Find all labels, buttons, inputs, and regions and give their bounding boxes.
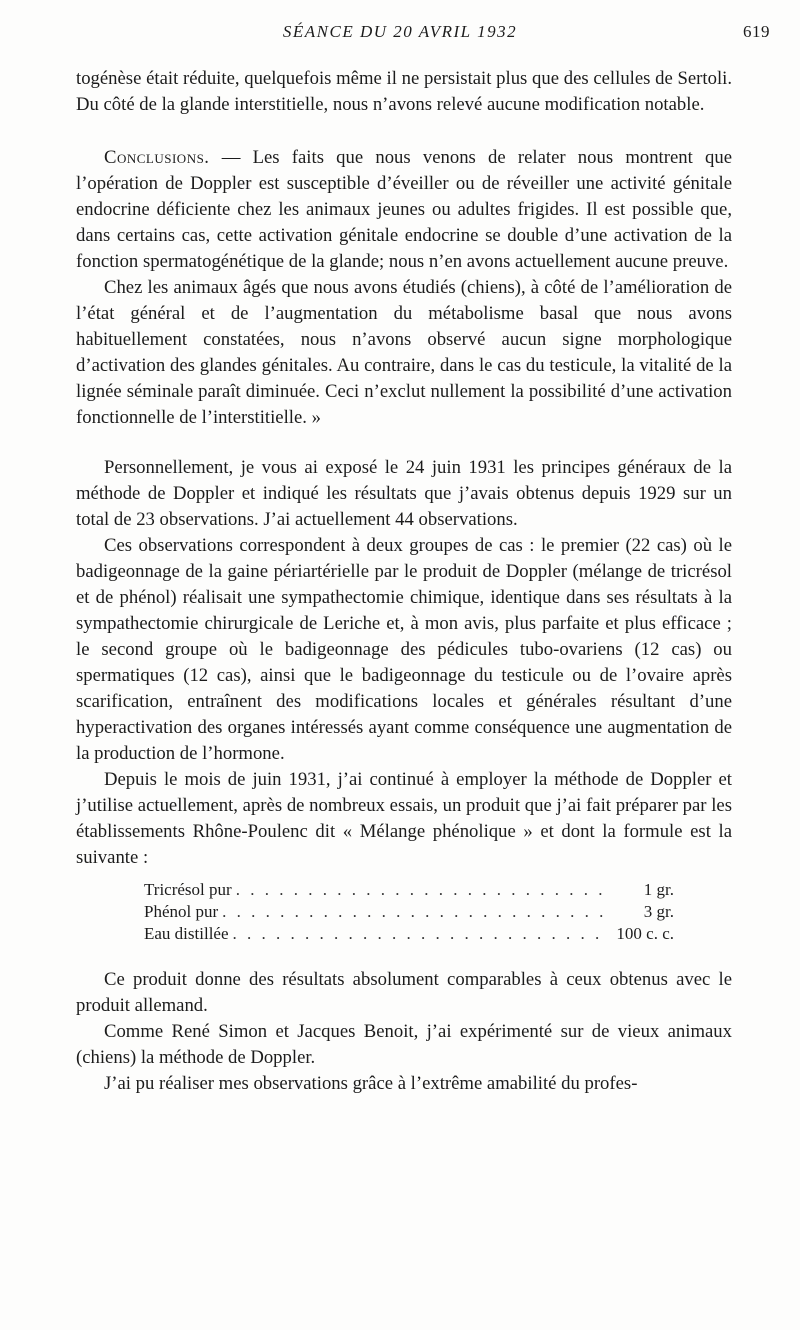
formula-quantity: 1 gr.: [643, 880, 674, 899]
dot-leader: [236, 879, 604, 901]
formula-quantity: 100 c. c.: [616, 924, 674, 943]
page-number: 619: [743, 22, 770, 41]
paragraph-experiment: Comme René Simon et Jacques Benoit, j’ai expérimenté sur de vieux animaux (chiens) la méthode de Doppler.: [76, 1021, 732, 1068]
conclusions-label: Conclusions.: [104, 147, 210, 168]
paragraph-conclusions: [76, 145, 732, 275]
paragraph-acknowledgement: J’ai pu réaliser mes observations grâce à l’extrême amabilité du profes-: [104, 1073, 638, 1094]
formula-quantity: 3 gr.: [643, 902, 674, 921]
paragraph-continuation: togénèse était réduite, quelquefois même il ne persistait plus que des cellules de Sertoli. Du côté de la glande interstitielle, nous n’avons relevé aucune modification notable.: [76, 68, 732, 115]
formula-table: [144, 879, 674, 945]
formula-row: [144, 901, 674, 923]
section-gap: [76, 953, 732, 967]
formula-row: [144, 879, 674, 901]
formula-ingredient: Phénol pur: [144, 902, 219, 921]
running-title: SÉANCE DU 20 AVRIL 1932: [282, 22, 518, 41]
paragraph-product: Ce produit donne des résultats absolument comparables à ceux obtenus avec le produit allemand.: [76, 969, 732, 1016]
dot-leader: [222, 901, 604, 923]
section-gap: [76, 118, 732, 145]
section-gap: [76, 431, 732, 455]
paragraph-method: Depuis le mois de juin 1931, j’ai continué à employer la méthode de Doppler et j’utilise actuellement, après de nombreux essais, un produit que j’ai fait préparer par les établissements Rhône-Poulenc dit « Mélange phénolique » et dont la formule est la suivante :: [76, 769, 732, 868]
conclusions-text: — Les faits que nous venons de relater nous montrent que l’opération de Doppler est susceptible d’éveiller ou de réveiller une activité génitale endocrine déficiente chez les animaux jeunes ou adultes frigides. Il est possible que, dans certains cas, cette activation génitale endocrine se double d’une activation de la fonction spermatogénétique de la glande; nous n’en avons actuellement aucune preuve.: [76, 147, 732, 272]
running-header: [0, 22, 800, 44]
formula-ingredient: Tricrésol pur: [144, 880, 232, 899]
dot-leader: [233, 923, 604, 945]
formula-ingredient: Eau distillée: [144, 924, 229, 943]
paragraph-old-animals: Chez les animaux âgés que nous avons étudiés (chiens), à côté de l’amélioration de l’état général et de l’augmentation du métabolisme basal que nous avons habituellement constatées, nous n’avons observé aucun signe morphologique d’activation des glandes génitales. Au contraire, dans le cas du testicule, la vitalité de la lignée séminale paraît diminuée. Ceci n’exclut nullement la possibilité d’une activation fonctionnelle de l’interstitielle. »: [76, 277, 732, 428]
paragraph-personal: Personnellement, je vous ai exposé le 24 juin 1931 les principes généraux de la méthode de Doppler et indiqué les résultats que j’avais obtenus depuis 1929 sur un total de 23 observations. J’ai actuellement 44 observations.: [76, 457, 732, 530]
paragraph-observations: Ces observations correspondent à deux groupes de cas : le premier (22 cas) où le badigeonnage de la gaine périartérielle par le produit de Doppler (mélange de tricrésol et de phénol) réalisait une sympathectomie chimique, identique dans ses résultats à la sympathectomie chirurgicale de Leriche et, à mon avis, plus parfaite et plus efficace ; le second groupe où le badigeonnage des pédicules tubo-ovariens (12 cas) ou spermatiques (12 cas), ainsi que le badigeonnage du testicule ou de l’ovaire après scarification, entraînent des modifications locales et générales résultant d’une hyperactivation des organes intéressés ayant comme conséquence une augmentation de la production de l’hormone.: [76, 535, 732, 764]
formula-row: [144, 923, 674, 945]
body-text: [76, 66, 732, 1097]
